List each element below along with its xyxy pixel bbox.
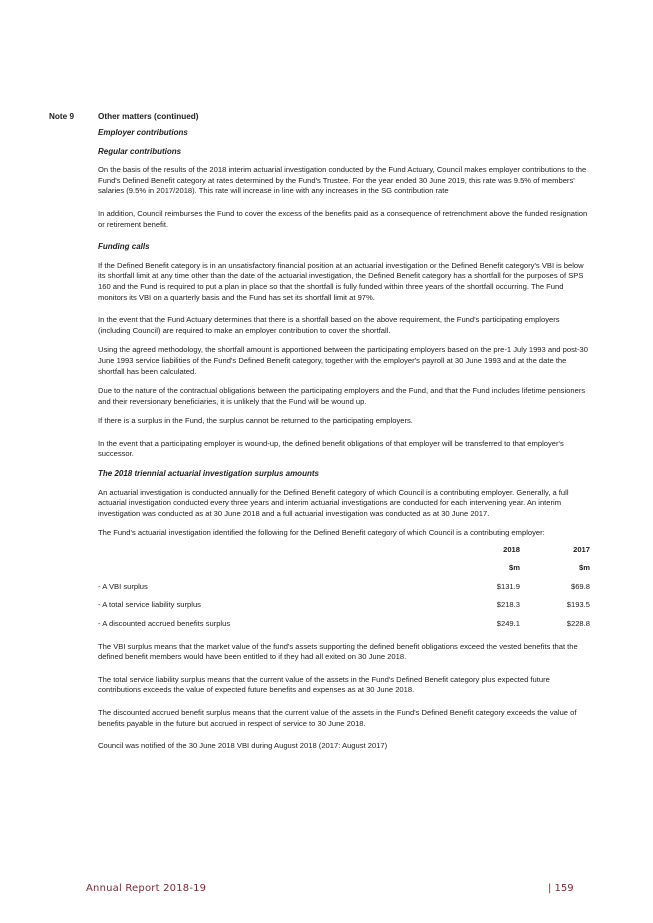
regular-contributions-heading: Regular contributions bbox=[98, 146, 182, 156]
unit-2017: $m bbox=[579, 563, 590, 573]
row-value-2017: $228.8 bbox=[566, 618, 590, 628]
table-row bbox=[98, 578, 590, 597]
row-value-2018: $131.9 bbox=[496, 581, 520, 591]
funding-paragraph-4: Due to the nature of the contractual obligations between the participating employers and the Fund, and that the Fund includes lifetime pensioners and their reversionary beneficiaries, it is unlikely that the Fund will be wound up. bbox=[98, 386, 586, 406]
table-row bbox=[98, 597, 590, 616]
vbi-surplus-paragraph: The VBI surplus means that the market value of the fund's assets supporting the defined benefit obligations exceed the vested benefits that the defined benefit members would have been entitled to if they had all exited on 30 June 2018. bbox=[98, 641, 578, 662]
table-unit-row bbox=[98, 560, 590, 579]
surplus-table bbox=[98, 541, 590, 634]
triennial-heading: The 2018 triennial actuarial investigation surplus amounts bbox=[98, 469, 319, 479]
funding-paragraph-1: If the Defined Benefit category is in an unsatisfactory financial position at an actuarial investigation or the Defined Benefit category's VBI is below its shortfall limit at any time other than the date of the actuarial investigation, the Defined Benefit category has a shortfall for the purposes of SPS 160 and the Fund is required to put a plan in place so that the shortfall is fully funded within three years of the shortfall occurring. The Fund monitors its VBI on a quarterly basis and the Fund has set its shortfall limit at 97%. bbox=[98, 260, 584, 302]
funding-paragraph-2: In the event that the Fund Actuary determines that there is a shortfall based on the above requirement, the Fund's participating employers (including Council) are required to make an employer contribution to cover the shortfall. bbox=[98, 315, 560, 335]
table-row bbox=[98, 615, 590, 634]
footer-report-title: Annual Report 2018-19 bbox=[86, 883, 207, 894]
row-value-2017: $69.8 bbox=[570, 581, 590, 591]
funding-paragraph-5: If there is a surplus in the Fund, the surplus cannot be returned to the participating employers. bbox=[98, 416, 413, 426]
employer-contributions-heading: Employer contributions bbox=[98, 128, 188, 137]
row-value-2018: $218.3 bbox=[496, 600, 520, 610]
tsl-surplus-paragraph: The total service liability surplus means that the current value of the assets in the Fund's Defined Benefit category plus expected future contributions exceeds the value of expected future benefits and expenses as at 30 June 2018. bbox=[98, 674, 550, 695]
table-header-row bbox=[98, 541, 590, 560]
unit-2018: $m bbox=[509, 563, 520, 573]
triennial-paragraph-1: An actuarial investigation is conducted annually for the Defined Benefit category of which Council is a contributing employer. Generally, a full actuarial investigation conducted every three years and interim actuarial investigations are conducted for each intervening year. An interim investigation was conducted as at 30 June 2018 and a full actuarial investigation was conducted as at 30 June 2017. bbox=[98, 487, 569, 518]
row-value-2017: $193.5 bbox=[566, 600, 590, 610]
regular-paragraph-1: On the basis of the results of the 2018 interim actuarial investigation conducted by the Fund Actuary, Council makes employer contributions to the Fund's Defined Benefit category at rates determined by the Fund's Trustee. For the year ended 30 June 2019, this rate was 9.5% of members' salaries (9.5% in 2017/2018). This rate will increase in line with any increases in the SG contribution rate bbox=[98, 165, 587, 196]
funding-paragraph-3: Using the agreed methodology, the shortfall amount is apportioned between the participating employers based on the pre-1 July 1993 and post-30 June 1993 service liabilities of the Fund's Defined Benefit category, together with the employer's payroll at 30 June 1993 and at the date the shortfall has been calculated. bbox=[98, 345, 588, 376]
regular-paragraph-2: In addition, Council reimburses the Fund to cover the excess of the benefits paid as a consequence of retrenchment above the funded resignation or retirement benefit. bbox=[98, 208, 588, 229]
triennial-paragraph-2: The Fund's actuarial investigation identified the following for the Defined Benefit category of which Council is a contributing employer: bbox=[98, 528, 545, 538]
row-label: - A VBI surplus bbox=[98, 581, 148, 591]
column-header-2018: 2018 bbox=[503, 544, 520, 554]
row-label: - A discounted accrued benefits surplus bbox=[98, 618, 231, 628]
footer-page-number: | 159 bbox=[548, 883, 574, 894]
note-number: Note 9 bbox=[49, 112, 75, 121]
row-value-2018: $249.1 bbox=[496, 618, 520, 628]
note-title: Other matters (continued) bbox=[98, 112, 199, 121]
dab-surplus-paragraph: The discounted accrued benefit surplus means that the current value of the assets in the Fund's Defined Benefit category exceeds the value of benefits payable in the future but accrued in respect of service to 30 June 2018. bbox=[98, 707, 577, 728]
column-header-2017: 2017 bbox=[573, 544, 590, 554]
note-body bbox=[98, 128, 590, 752]
row-label: - A total service liability surplus bbox=[98, 600, 201, 610]
funding-calls-heading: Funding calls bbox=[98, 242, 150, 252]
funding-paragraph-6: In the event that a participating employer is wound-up, the defined benefit obligations of that employer will be transferred to that employer's successor. bbox=[98, 438, 564, 459]
notification-paragraph: Council was notified of the 30 June 2018 VBI during August 2018 (2017: August 2017) bbox=[98, 741, 388, 751]
